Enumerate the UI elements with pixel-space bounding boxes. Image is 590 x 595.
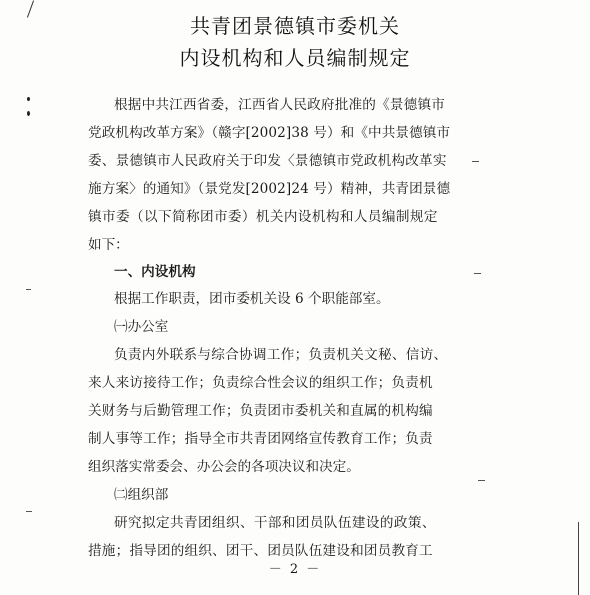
- scan-mark: [474, 273, 481, 274]
- scan-mark: [478, 480, 485, 481]
- scan-mark: [472, 161, 479, 162]
- subsection-title: ㈡组织部: [114, 487, 169, 503]
- subsection-line: 来人来访接待工作；负责综合性会议的组织工作；负责机: [88, 375, 433, 391]
- intro-line: 党政机构改革方案》（赣字[2002]38 号）和《中共景德镇市: [88, 125, 451, 141]
- subsection-line: 制人事等工作；指导全市共青团网络宣传教育工作；负责: [88, 431, 433, 447]
- intro-line: 施方案〉的通知》（景党发[2002]24 号）精神，共青团景德: [88, 181, 451, 197]
- subsection-line: 措施；指导团的组织、团干、团员队伍建设和团员教育工: [88, 543, 433, 559]
- scan-mark: [27, 111, 30, 116]
- section-heading: 一、内设机构: [114, 264, 196, 280]
- scan-mark: [26, 289, 31, 290]
- intro-line: 委、景德镇市人民政府关于印发〈景德镇市党政机构改革实: [88, 153, 447, 169]
- subsection-line: 组织落实常委会、办公会的各项决议和决定。: [88, 459, 360, 475]
- subsection-line: 研究拟定共青团组织、干部和团员队伍建设的政策、: [114, 515, 436, 531]
- intro-line: 镇市委（以下简称团市委）机关内设机构和人员编制规定: [88, 209, 438, 225]
- intro-line: 根据中共江西省委，江西省人民政府批准的《景德镇市: [114, 97, 446, 113]
- document-title-line-2: 内设机构和人员编制规定: [179, 46, 411, 70]
- subsection-title: ㈠办公室: [114, 319, 169, 335]
- section-text: 根据工作职责，团市委机关设 6 个职能部室。: [114, 291, 390, 307]
- subsection-line: 关财务与后勤管理工作；负责团市委机关和直属的机构编: [88, 403, 433, 419]
- intro-line: 如下：: [88, 237, 129, 253]
- page-number: － 2 －: [268, 562, 322, 577]
- scan-mark: [27, 97, 30, 101]
- subsection-line: 负责内外联系与综合协调工作；负责机关文秘、信访、: [114, 347, 448, 363]
- scan-mark: [26, 511, 32, 512]
- document-title-line-1: 共青团景德镇市委机关: [190, 14, 400, 38]
